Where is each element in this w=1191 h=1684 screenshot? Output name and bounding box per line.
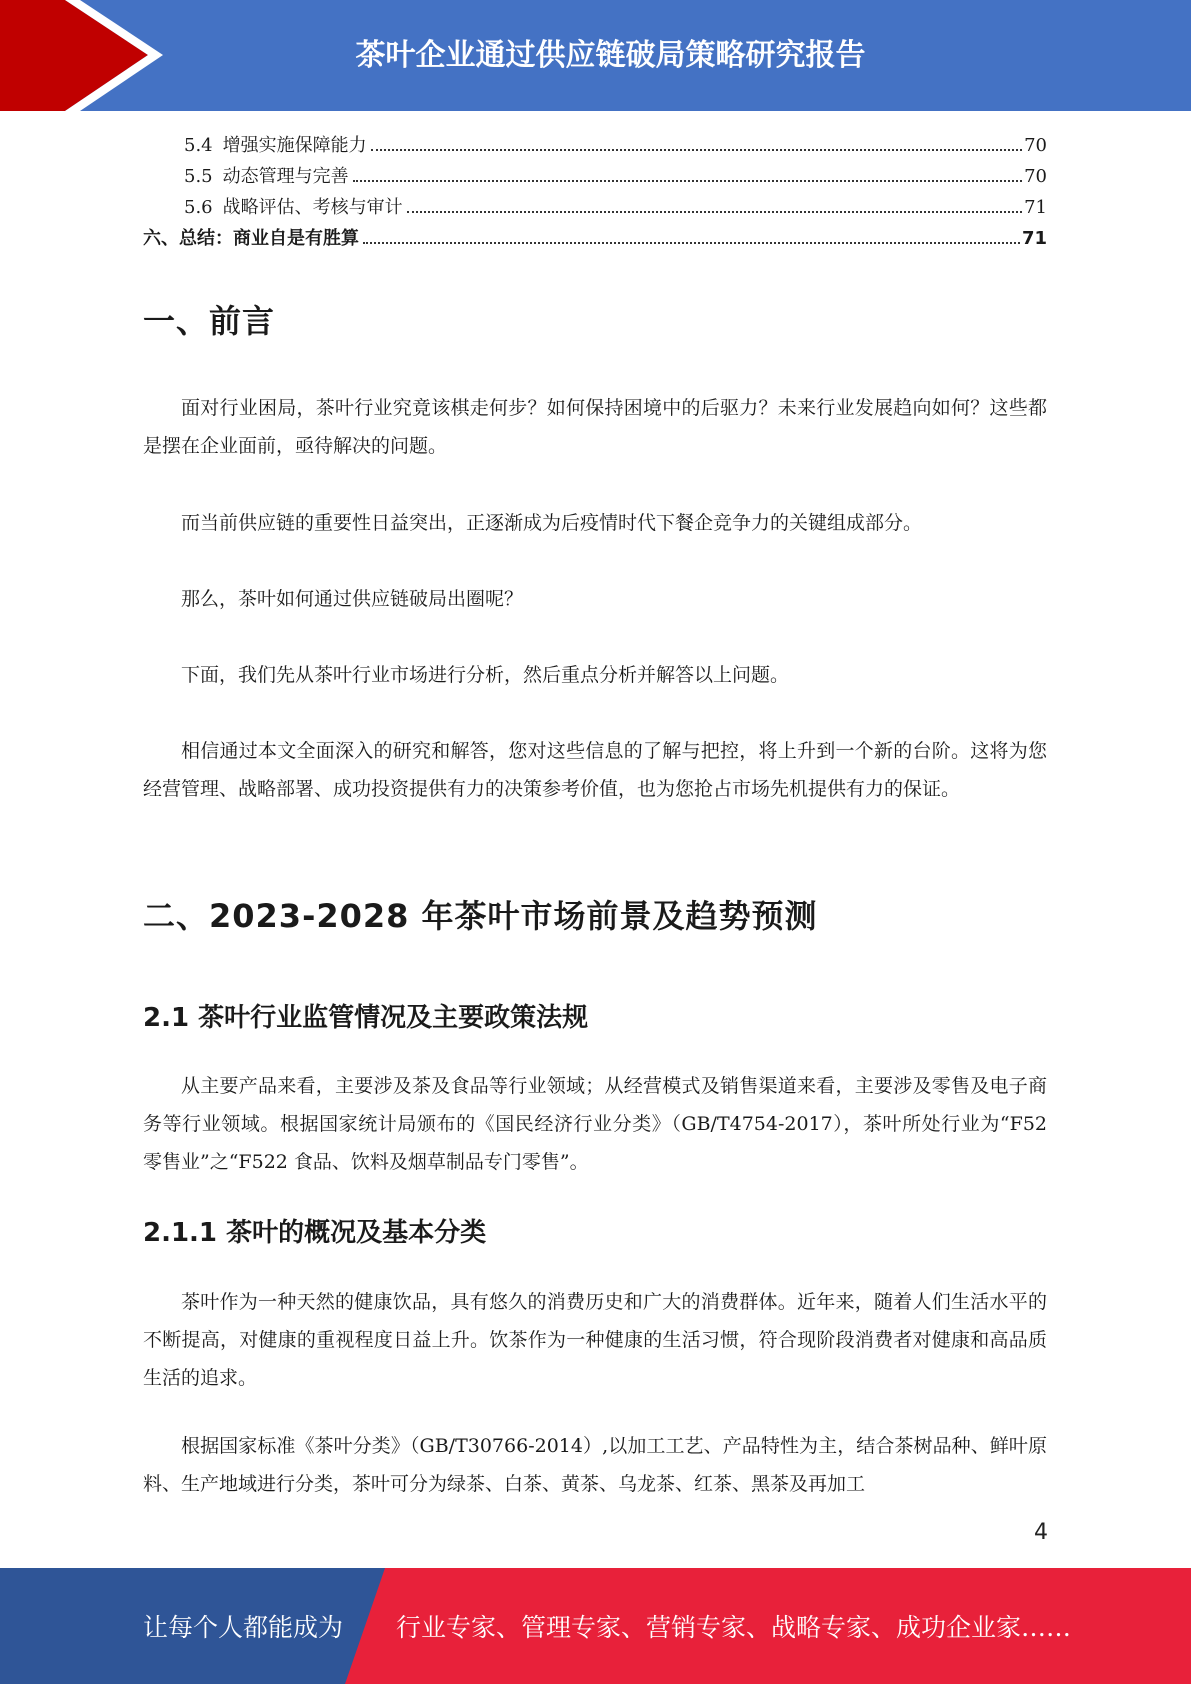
toc-entry[interactable] [143, 223, 1047, 254]
paragraph: 相信通过本文全面深入的研究和解答，您对这些信息的了解与把控，将上升到一个新的台阶。这将为您经营管理、战略部署、成功投资提供有力的决策参考价值，也为您抢占市场先机提供有力的保证。 [143, 740, 1047, 800]
toc-entry-label: 动态管理与完善 [222, 166, 349, 187]
toc-entry-label: 增强实施保障能力 [222, 135, 367, 156]
toc-entry-number: 5.6 [184, 197, 213, 218]
toc-entry[interactable] [143, 130, 1047, 161]
table-of-contents [143, 130, 1047, 254]
paragraph: 茶叶作为一种天然的健康饮品，具有悠久的消费历史和广大的消费群体。近年来，随着人们生活水平的不断提高，对健康的重视程度日益上升。饮茶作为一种健康的生活习惯，符合现阶段消费者对健康和高品质生活的追求。 [143, 1291, 1047, 1389]
subsection-heading-regulation: 2.1 茶叶行业监管情况及主要政策法规 [143, 1003, 589, 1033]
section-heading-preface: 一、前言 [143, 302, 276, 340]
section-heading-market-forecast: 二、2023-2028 年茶叶市场前景及趋势预测 [143, 897, 818, 935]
header-title: 茶叶企业通过供应链破局策略研究报告 [355, 38, 866, 73]
page-number: 4 [1034, 1520, 1048, 1545]
page-header [0, 0, 1191, 111]
toc-entry-page: 70 [1024, 135, 1047, 156]
paragraph: 下面，我们先从茶叶行业市场进行分析，然后重点分析并解答以上问题。 [181, 664, 790, 686]
toc-leader-dots [407, 211, 1022, 213]
toc-entry-label: 战略评估、考核与审计 [222, 197, 403, 218]
paragraph: 面对行业困局，茶叶行业究竟该棋走何步？如何保持困境中的后驱力？未来行业发展趋向如何？这些都是摆在企业面前，亟待解决的问题。 [143, 397, 1047, 457]
toc-entry-label: 六、总结：商业自是有胜算 [143, 228, 359, 249]
toc-entry-page: 70 [1024, 166, 1047, 187]
paragraph: 从主要产品来看，主要涉及茶及食品等行业领域；从经营模式及销售渠道来看，主要涉及零售及电子商务等行业领域。根据国家统计局颁布的《国民经济行业分类》（GB/T4754-2017），茶叶所处行业为“F52 零售业”之“F522 食品、饮料及烟草制品专门零售”。 [143, 1075, 1047, 1173]
toc-entry-page: 71 [1024, 197, 1047, 218]
toc-entry-page: 71 [1021, 228, 1047, 249]
paragraph: 根据国家标准《茶叶分类》（GB/T30766-2014）,以加工工艺、产品特性为主，结合茶树品种、鲜叶原料、生产地域进行分类，茶叶可分为绿茶、白茶、黄茶、乌龙茶、红茶、黑茶及再加工 [143, 1435, 1047, 1495]
paragraph: 而当前供应链的重要性日益突出，正逐渐成为后疫情时代下餐企竞争力的关键组成部分。 [181, 512, 923, 534]
page-footer [0, 1568, 1191, 1684]
toc-leader-dots [363, 242, 1020, 244]
toc-entry[interactable] [143, 192, 1047, 223]
toc-entry-number: 5.5 [184, 166, 213, 187]
paragraph: 那么，茶叶如何通过供应链破局出圈呢？ [181, 588, 524, 610]
footer-slogan-right: 行业专家、管理专家、营销专家、战略专家、成功企业家…… [396, 1613, 1072, 1642]
footer-slogan-left: 让每个人都能成为 [143, 1613, 344, 1642]
subsection-heading-classification: 2.1.1 茶叶的概况及基本分类 [143, 1218, 487, 1248]
toc-leader-dots [371, 149, 1022, 151]
toc-leader-dots [353, 180, 1022, 182]
toc-entry-number: 5.4 [184, 135, 213, 156]
toc-entry[interactable] [143, 161, 1047, 192]
